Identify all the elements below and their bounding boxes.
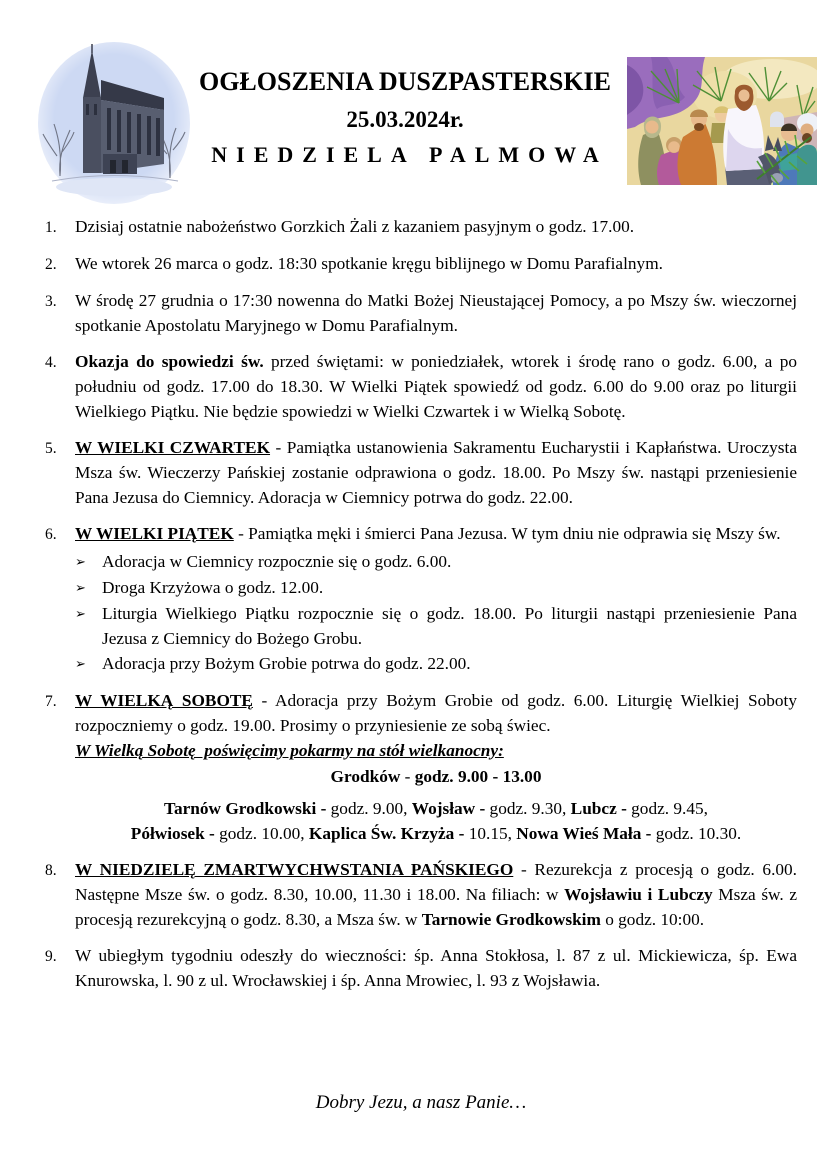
- place-time: godz. 10.00,: [214, 824, 309, 843]
- item-text-rest: - Rezurekcja z procesją o godz. 6.00. Następne Msze św. o godz. 8.30, 10.00, 11.30 i 18.00. Na filiach: w: [75, 860, 797, 904]
- announcement-item-4: [45, 349, 797, 424]
- item-number: 9.: [45, 948, 57, 965]
- place-name: Wojsławiu i Lubczy: [564, 885, 713, 904]
- church-etching-icon: [30, 40, 198, 212]
- place-name: Tarnowie Grodkowskim: [421, 910, 601, 929]
- item-text: Dzisiaj ostatnie nabożeństwo Gorzkich Żali z kazaniem pasyjnym o godz. 17.00.: [75, 217, 635, 236]
- separator: -: [400, 767, 415, 786]
- item-text-rest: o godz. 10:00.: [600, 910, 705, 929]
- announcement-item-2: [45, 251, 797, 277]
- place-name: Grodków: [330, 767, 401, 786]
- sub-bullet-text: Adoracja w Ciemnicy rozpocznie się o godz. 6.00.: [102, 552, 452, 571]
- item-text: [75, 435, 797, 510]
- item-number: 3.: [45, 293, 57, 310]
- item-text-rest: Msza św. z procesją rezurekcyjną o godz. 8.30, a Msza św. w: [75, 885, 797, 929]
- place-hours: godz. 9.00 - 13.00: [414, 767, 542, 786]
- sub-bullet-text: Droga Krzyżowa o godz. 12.00.: [102, 578, 324, 597]
- item-text-rest: - Pamiątka ustanowienia Sakramentu Eucharystii i Kapłaństwa. Uroczysta Msza św. Wieczerzy Pańskiej zostanie odprawiona o godz. 18.00. Po Mszy św. nastąpi przeniesienie Pana Jezusa do Ciemnicy. Adoracja w Ciemnicy potrwa do godz. 22.00.: [75, 438, 797, 507]
- sub-bullet-text: Adoracja przy Bożym Grobie potrwa do godz. 22.00.: [102, 654, 471, 673]
- item-text: We wtorek 26 marca o godz. 18:30 spotkanie kręgu biblijnego w Domu Parafialnym.: [75, 254, 663, 273]
- announcement-item-6: [45, 521, 797, 677]
- announcement-item-7: [45, 688, 797, 846]
- announcement-item-8: [45, 857, 797, 932]
- item-number: 2.: [45, 256, 57, 273]
- sub-bullet-list: [75, 549, 797, 677]
- item-number: 7.: [45, 693, 57, 710]
- item-title-underlined: W WIELKĄ SOBOTĘ: [75, 691, 253, 710]
- sub-bullet: [75, 651, 797, 677]
- sub-bullet: [75, 575, 797, 601]
- arrow-bullet-icon: ➢: [75, 555, 86, 570]
- arrow-bullet-icon: ➢: [75, 607, 86, 622]
- item-paragraph: [75, 688, 797, 738]
- item-text: [75, 349, 797, 424]
- page-date: 25.03.2024r.: [346, 107, 464, 132]
- page-subtitle: NIEDZIELA PALMOWA: [211, 142, 608, 167]
- header-title-block: [185, 64, 625, 170]
- place-name: Nowa Wieś Mała -: [516, 824, 652, 843]
- villages-schedule-line-1: [75, 796, 797, 821]
- item-text: [75, 857, 797, 932]
- church-illustration: [30, 40, 198, 214]
- item-text: [75, 688, 797, 846]
- item-text-rest: - Adoracja przy Bożym Grobie od godz. 6.00. Liturgię Wielkiej Soboty rozpoczniemy o godz. 19.00. Prosimy o przyniesienie ze sobą świec.: [75, 691, 797, 735]
- grodkow-schedule-line: [75, 764, 797, 789]
- place-name: Lubcz -: [570, 799, 627, 818]
- place-time: 10.15,: [464, 824, 517, 843]
- item-title-underlined: W WIELKI PIĄTEK: [75, 524, 234, 543]
- item-number: 5.: [45, 440, 57, 457]
- page-title: OGŁOSZENIA DUSZPASTERSKIE: [198, 67, 612, 96]
- item-text-rest: przed świętami: w poniedziałek, wtorek i środę rano o godz. 6.00, a po południu od godz. 17.00 do 18.30. W Wielki Piątek spowiedź od godz. 6.00 do 9.00 oraz po liturgii Wielkiego Piątku. Nie będzie spowiedzi w Wielki Czwartek i w Wielką Sobotę.: [75, 352, 797, 421]
- item-number: 4.: [45, 354, 57, 371]
- item-lead-bold: Okazja do spowiedzi św.: [75, 352, 264, 371]
- item-text: [75, 521, 797, 677]
- sub-bullet: [75, 601, 797, 651]
- blessing-subtitle: W Wielką Sobotę poświęcimy pokarmy na stół wielkanocny:: [75, 741, 504, 760]
- item-number: 6.: [45, 526, 57, 543]
- sub-bullet-text: Liturgia Wielkiego Piątku rozpocznie się o godz. 18.00. Po liturgii nastąpi przeniesienie Pana Jezusa z Ciemnicy do Bożego Grobu.: [102, 604, 797, 648]
- closing-prayer: Dobry Jezu, a nasz Panie…: [315, 1092, 527, 1113]
- sub-bullet: [75, 549, 797, 575]
- palm-sunday-illustration: [627, 57, 817, 185]
- arrow-bullet-icon: ➢: [75, 581, 86, 596]
- place-time: godz. 9.00,: [326, 799, 412, 818]
- item-text-rest: - Pamiątka męki i śmierci Pana Jezusa. W tym dniu nie odprawia się Mszy św.: [233, 524, 781, 543]
- place-name: Kaplica Św. Krzyża -: [308, 824, 465, 843]
- palm-sunday-scene-icon: [627, 57, 817, 185]
- item-text: W środę 27 grudnia o 17:30 nowenna do Matki Bożej Nieustającej Pomocy, a po Mszy św. wieczornej spotkanie Apostolatu Maryjnego w Domu Parafialnym.: [75, 291, 797, 335]
- announcements-list: [45, 214, 797, 1004]
- item-text: W ubiegłym tygodniu odeszły do wieczności: śp. Anna Stokłosa, l. 87 z ul. Mickiewicza, śp. Ewa Knurowska, l. 90 z ul. Wrocławskiej i śp. Anna Mrowiec, l. 93 z Wojsławia.: [75, 946, 797, 990]
- item-title-underlined: W WIELKI CZWARTEK: [75, 438, 271, 457]
- announcement-item-1: [45, 214, 797, 240]
- item-title-underlined: W NIEDZIELĘ ZMARTWYCHWSTANIA PAŃSKIEGO: [75, 860, 514, 879]
- place-name: Wojsław -: [411, 799, 486, 818]
- place-name: Tarnów Grodkowski -: [164, 799, 327, 818]
- item-number: 8.: [45, 862, 57, 879]
- place-time: godz. 9.45,: [626, 799, 708, 818]
- arrow-bullet-icon: ➢: [75, 657, 86, 672]
- item-number: 1.: [45, 219, 57, 236]
- place-time: godz. 10.30.: [651, 824, 742, 843]
- announcement-item-9: [45, 943, 797, 993]
- item-paragraph: [75, 521, 797, 546]
- place-time: godz. 9.30,: [485, 799, 571, 818]
- place-name: Półwiosek -: [130, 824, 215, 843]
- villages-schedule-line-2: [75, 821, 797, 846]
- announcement-item-3: [45, 288, 797, 338]
- announcement-item-5: [45, 435, 797, 510]
